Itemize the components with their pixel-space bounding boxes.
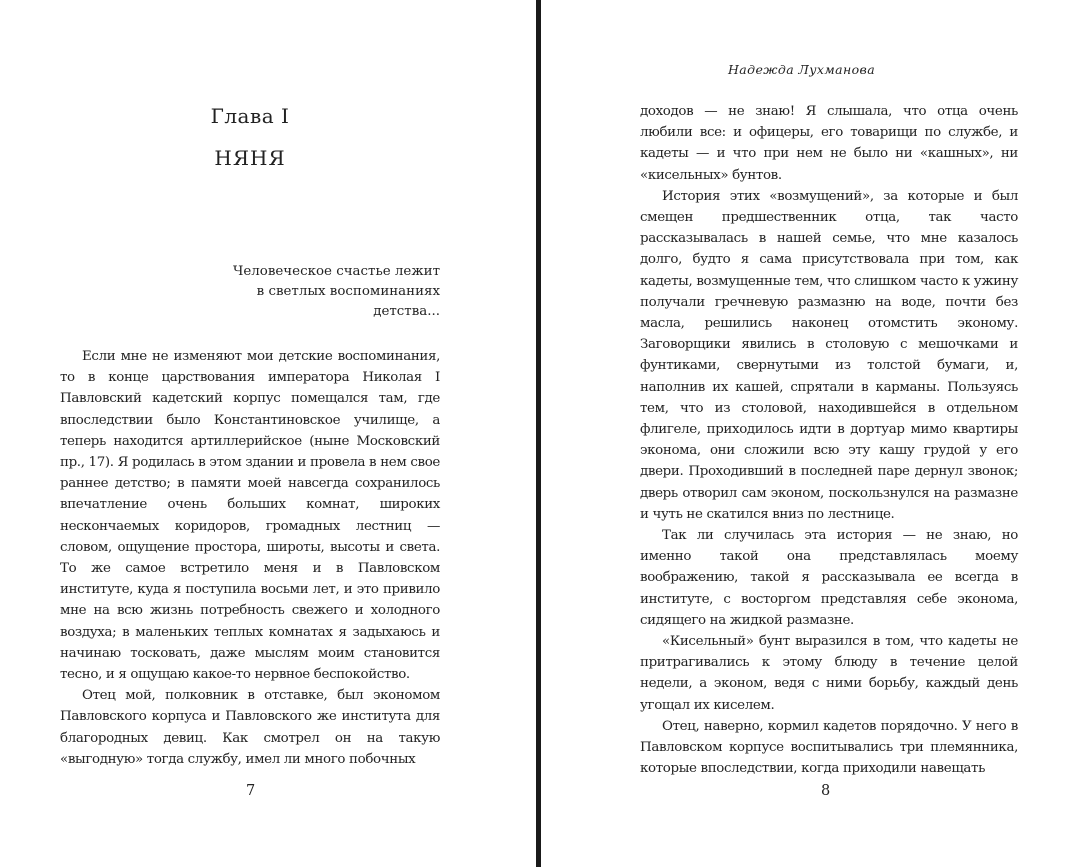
page-number: 7	[246, 783, 256, 799]
right-page	[541, 0, 1077, 867]
page-number: 8	[821, 783, 831, 799]
paragraph: Так ли случилась эта история — не знаю, но именно такой она представлялась моему воображению, такой я рассказывала ее всегда в институте, с восторгом представляя себе эконома, сидящего на жидкой размазне.	[640, 528, 1018, 628]
epigraph	[233, 262, 440, 322]
left-body-text	[60, 346, 440, 770]
paragraph: доходов — не знаю! Я слышала, что отца очень любили все: и офицеры, его товарищи по службе, и кадеты — и что при нем не было ни «кашных», ни «кисельных» бунтов.	[640, 104, 1018, 183]
right-body-text	[640, 101, 1018, 780]
left-page	[0, 0, 536, 867]
paragraph: Отец, наверно, кормил кадетов порядочно. У него в Павловском корпусе воспитывались три племянника, которые впоследствии, когда приходили навещать	[640, 718, 1018, 777]
paragraph: Отец мой, полковник в отставке, был экономом Павловского корпуса и Павловского же института для благородных девиц. Как смотрел он на такую «выгодную» тогда службу, имел ли много побочных	[60, 688, 440, 767]
paragraph: Если мне не изменяют мои детские воспоминания, то в конце царствования императора Николая I Павловский кадетский корпус помещался там, где впоследствии было Константиновское училище, а теперь находится артиллерийское (ныне Московский пр., 17). Я родилась в этом здании и провела в нем свое раннее детство; в памяти моей навсегда сохранилось впечатление очень больших комнат, широких нескончаемых коридоров, громадных лестниц — словом, ощущение простора, широты, высоты и света. То же самое встретило меня и в Павловском институте, куда я поступила восьми лет, и это привило мне на всю жизнь потребность свежего и холодного воздуха; в маленьких теплых комнатах я задыхаюсь и начинаю тосковать, даже мыслям моим становится тесно, и я ощущаю какое-то нервное беспокойство.	[60, 349, 440, 683]
running-head: Надежда Лухманова	[728, 62, 876, 77]
chapter-number: Глава I	[210, 104, 290, 128]
chapter-title: НЯНЯ	[214, 146, 286, 170]
epigraph-line: в светлых воспоминаниях	[256, 284, 440, 299]
epigraph-line: детства...	[373, 304, 440, 319]
paragraph: «Кисельный» бунт выразился в том, что кадеты не притрагивались к этому блюду в течение целой недели, а эконом, ведя с ними борьбу, каждый день угощал их киселем.	[640, 634, 1018, 713]
paragraph: История этих «возмущений», за которые и был смещен предшественник отца, так часто рассказывалась в нашей семье, что мне казалось долго, будто я сама присутствовала при том, как кадеты, возмущенные тем, что слишком часто к ужину получали гречневую размазню на воде, почти без масла, решились наконец отомстить эконому. Заговорщики явились в столовую с мешочками и фунтиками, свернутыми из толстой бумаги, и, наполнив их кашей, спрятали в карманы. Пользуясь тем, что из столовой, находившейся в отдельном флигеле, приходилось идти в дортуар мимо квартиры эконома, они сложили всю эту кашу грудой у его двери. Проходивший в последней паре дернул звонок; дверь отворил сам эконом, поскользнулся на размазне и чуть не скатился вниз по лестнице.	[640, 188, 1018, 522]
epigraph-line: Человеческое счастье лежит	[233, 264, 440, 279]
